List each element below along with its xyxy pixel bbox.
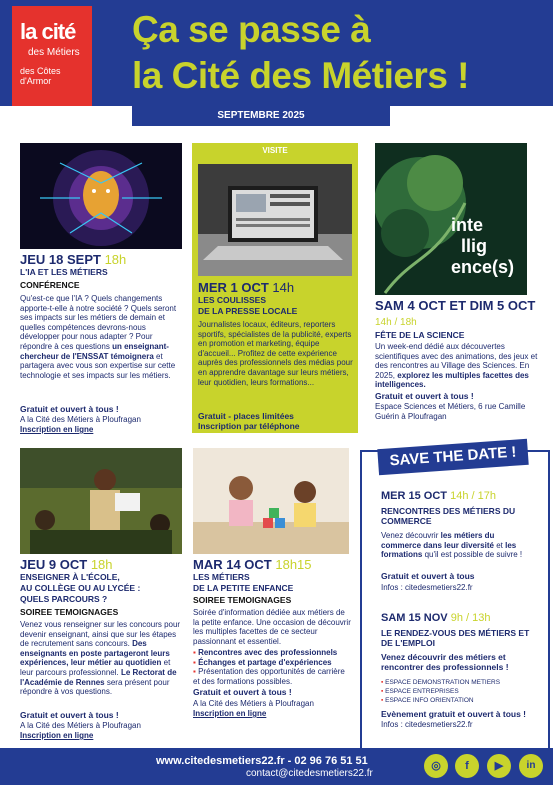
std-event1-desc-a: Venez découvrir bbox=[381, 531, 439, 540]
event4-desc-c: et leur parcours professionnel. bbox=[20, 658, 171, 677]
event3-description bbox=[375, 342, 545, 390]
poster-text bbox=[451, 215, 514, 278]
event4-signup-link[interactable]: Inscription en ligne bbox=[20, 731, 94, 740]
footer-email[interactable]: contact@citedesmetiers22.fr bbox=[246, 768, 373, 779]
logo-line-3: des Côtes d'Armor bbox=[20, 66, 61, 86]
save-the-date-tag: SAVE THE DATE ! bbox=[377, 439, 528, 475]
toddlers-playing-photo bbox=[193, 448, 349, 554]
event5-bullet-2: ▪ Échanges et partage d'expériences bbox=[193, 657, 332, 667]
event1-place: A la Cité des Métiers à Ploufragan bbox=[20, 415, 141, 424]
std-event1-description bbox=[381, 531, 531, 560]
event4-title-1: ENSEIGNER À L'ÉCOLE, bbox=[20, 572, 120, 582]
instagram-icon[interactable]: ◎ bbox=[424, 754, 448, 778]
event5-date bbox=[193, 557, 312, 572]
event1-desc-b: un enseignant-chercheur de l'ENSSAT témoignera bbox=[20, 341, 169, 361]
event5-place: A la Cité des Métiers à Ploufragan bbox=[193, 699, 314, 708]
event5-bullets bbox=[193, 648, 353, 686]
event1-signup-link[interactable]: Inscription en ligne bbox=[20, 425, 94, 434]
std-event2-info[interactable]: Infos : citedesmetiers22.fr bbox=[381, 720, 473, 729]
event5-bullet-3: ▪ Présentation des opportunités de carrière et des formations possibles. bbox=[193, 667, 345, 686]
event5-time: 18h15 bbox=[275, 557, 312, 572]
cite-des-metiers-logo[interactable] bbox=[12, 6, 92, 106]
event5-title-2: DE LA PETITE ENFANCE bbox=[193, 583, 294, 593]
ai-head-photo bbox=[20, 143, 182, 249]
std-event1-date-text: MER 15 OCT bbox=[381, 490, 448, 502]
logo-line-2: des Métiers bbox=[28, 47, 80, 58]
std-event2-bullet-1: ▪ ESPACE DEMONSTRATION METIERS bbox=[381, 679, 501, 686]
event4-desc-d: Le Rectorat de l'Académie de Rennes bbox=[20, 667, 177, 687]
event1-time: 18h bbox=[104, 252, 127, 267]
event1-desc-c: et partagera avec vous son expertise sur cette technologie et ses impacts sur les métiers. bbox=[20, 351, 176, 380]
event5-type: SOIREE TEMOIGNAGES bbox=[193, 595, 292, 605]
event4-time: 18h bbox=[90, 557, 113, 572]
std-event2-date bbox=[381, 612, 490, 624]
event2-free: Gratuit - places limitées bbox=[198, 411, 294, 421]
event5-free: Gratuit et ouvert à tous ! bbox=[193, 687, 292, 697]
std-event1-date bbox=[381, 490, 496, 502]
event1-free: Gratuit et ouvert à tous ! bbox=[20, 404, 119, 414]
std-event2-bullet-2: ▪ ESPACE ENTREPRISES bbox=[381, 688, 459, 695]
std-event1-time: 14h / 17h bbox=[450, 490, 496, 502]
event3-free: Gratuit et ouvert à tous ! bbox=[375, 391, 474, 401]
event2-title-2: DE LA PRESSE LOCALE bbox=[198, 306, 298, 316]
std-event1-desc-c: et bbox=[496, 540, 503, 550]
event4-place: A la Cité des Métiers à Ploufragan bbox=[20, 721, 141, 730]
std-event2-bullet-3: ▪ ESPACE INFO ORIENTATION bbox=[381, 697, 474, 704]
event5-date-text: MAR 14 OCT bbox=[193, 557, 272, 572]
month-label: SEPTEMBRE 2025 bbox=[132, 106, 390, 126]
std-event1-desc-d: les formations bbox=[381, 540, 517, 560]
event5-title-1: LES MÉTIERS bbox=[193, 572, 250, 582]
linkedin-icon[interactable]: in bbox=[519, 754, 543, 778]
newsroom-laptop-photo bbox=[198, 164, 352, 276]
event2-date-text: MER 1 OCT bbox=[198, 280, 269, 295]
page-title-line-2: la Cité des Métiers ! bbox=[132, 55, 470, 96]
std-event2-bullets bbox=[381, 678, 500, 705]
youtube-icon[interactable]: ▶ bbox=[487, 754, 511, 778]
std-event1-desc-e: qu'il est possible de suivre ! bbox=[424, 550, 523, 560]
event1-type: CONFÉRENCE bbox=[20, 280, 80, 290]
event3-desc-b: explorez les multiples facettes des intelligences. bbox=[375, 370, 529, 390]
std-event1-free: Gratuit et ouvert à tous bbox=[381, 571, 475, 581]
event2-time: 14h bbox=[272, 280, 295, 295]
std-event1-title: RENCONTRES DES MÉTIERS DU COMMERCE bbox=[381, 506, 516, 526]
event1-desc-a: Qu'est-ce que l'IA ? Quels changements apporte-t-elle à notre société ? Quels seront ses impacts sur les métiers de demain et quelles compétences devrons-nous développer pour nous adapter ? Pour répondre à ces questions bbox=[20, 294, 177, 351]
event2-title-1: LES COULISSES bbox=[198, 295, 267, 305]
page-title-line-1: Ça se passe à bbox=[132, 9, 371, 50]
event3-date: SAM 4 OCT ET DIM 5 OCT bbox=[375, 298, 536, 313]
event4-desc-e: sera présent pour répondre à vos questions. bbox=[20, 677, 170, 697]
event4-title-3: QUELS PARCOURS ? bbox=[20, 594, 108, 604]
event4-title-2: AU COLLÈGE OU AU LYCÉE : bbox=[20, 583, 141, 593]
event2-description: Journalistes locaux, éditeurs, reporters sportifs, spécialistes de la publicité, experts en promotion et marketing, équipe d'accueil... Profitez de cette expérience auprès des professionnels des médias pour en apprendre davantage sur leurs métiers, leur quotidien, leurs formations... bbox=[198, 320, 353, 387]
poster-text-1: inte bbox=[451, 215, 484, 235]
std-event2-free: Evènement gratuit et ouvert à tous ! bbox=[381, 709, 526, 719]
event1-title: L'IA ET LES MÉTIERS bbox=[20, 267, 108, 277]
event5-signup-link[interactable]: Inscription en ligne bbox=[193, 709, 267, 718]
event5-description: Soirée d'information dédiée aux métiers de la petite enfance. Une occasion de découvrir les multiples facettes de ce secteur passionnant et essentiel. bbox=[193, 608, 351, 646]
event1-date-text: JEU 18 SEPT bbox=[20, 252, 101, 267]
footer-website-phone[interactable]: www.citedesmetiers22.fr - 02 96 76 51 51 bbox=[156, 755, 368, 767]
event4-date-text: JEU 9 OCT bbox=[20, 557, 88, 572]
std-event2-title: LE RENDEZ-VOUS DES MÉTIERS ET DE L'EMPLOI bbox=[381, 628, 530, 648]
event4-desc-b: Des enseignants en poste partageront leurs expériences, leur métier au quotidien bbox=[20, 639, 170, 668]
event2-date bbox=[198, 280, 294, 295]
event4-free: Gratuit et ouvert à tous ! bbox=[20, 710, 119, 720]
visite-label: VISITE bbox=[262, 146, 288, 155]
event1-description bbox=[20, 294, 184, 380]
event3-place: Espace Sciences et Métiers, 6 rue Camille Guérin à Ploufragan bbox=[375, 402, 526, 421]
std-event1-info[interactable]: Infos : citedesmetiers22.fr bbox=[381, 583, 473, 592]
event3-title: FÊTE DE LA SCIENCE bbox=[375, 330, 465, 340]
poster-text-3: ence(s) bbox=[451, 257, 515, 277]
logo-line-1: la cité bbox=[20, 19, 76, 44]
event2-signup: Inscription par téléphone bbox=[198, 421, 300, 431]
facebook-icon[interactable]: f bbox=[455, 754, 479, 778]
std-event2-time: 9h / 13h bbox=[450, 612, 491, 624]
event3-desc-a: Un week-end dédié aux découvertes scientifiques avec des animations, des jeux et des rencontres au Village des Sciences. En 2025, bbox=[375, 342, 538, 380]
event4-date bbox=[20, 557, 113, 572]
event4-desc-a: Venez vous renseigner sur les concours pour devenir enseignant, ainsi que sur les étapes de recrutement sans concours. bbox=[20, 620, 181, 649]
event1-date bbox=[20, 252, 126, 267]
classroom-teacher-photo bbox=[20, 448, 182, 554]
event3-time: 14h / 18h bbox=[375, 317, 417, 328]
event5-bullet-1: ▪ Rencontres avec des professionnels bbox=[193, 648, 338, 657]
std-event2-description: Venez découvrir des métiers et rencontrer des professionnels ! bbox=[381, 652, 509, 672]
event4-type: SOIREE TEMOIGNAGES bbox=[20, 607, 119, 617]
poster-text-2: llig bbox=[461, 236, 487, 256]
std-event1-desc-b: les métiers du commerce dans leur diversité bbox=[381, 531, 495, 550]
event4-description bbox=[20, 620, 184, 697]
intelligences-poster-image bbox=[375, 143, 527, 295]
std-event2-date-text: SAM 15 NOV bbox=[381, 612, 448, 624]
